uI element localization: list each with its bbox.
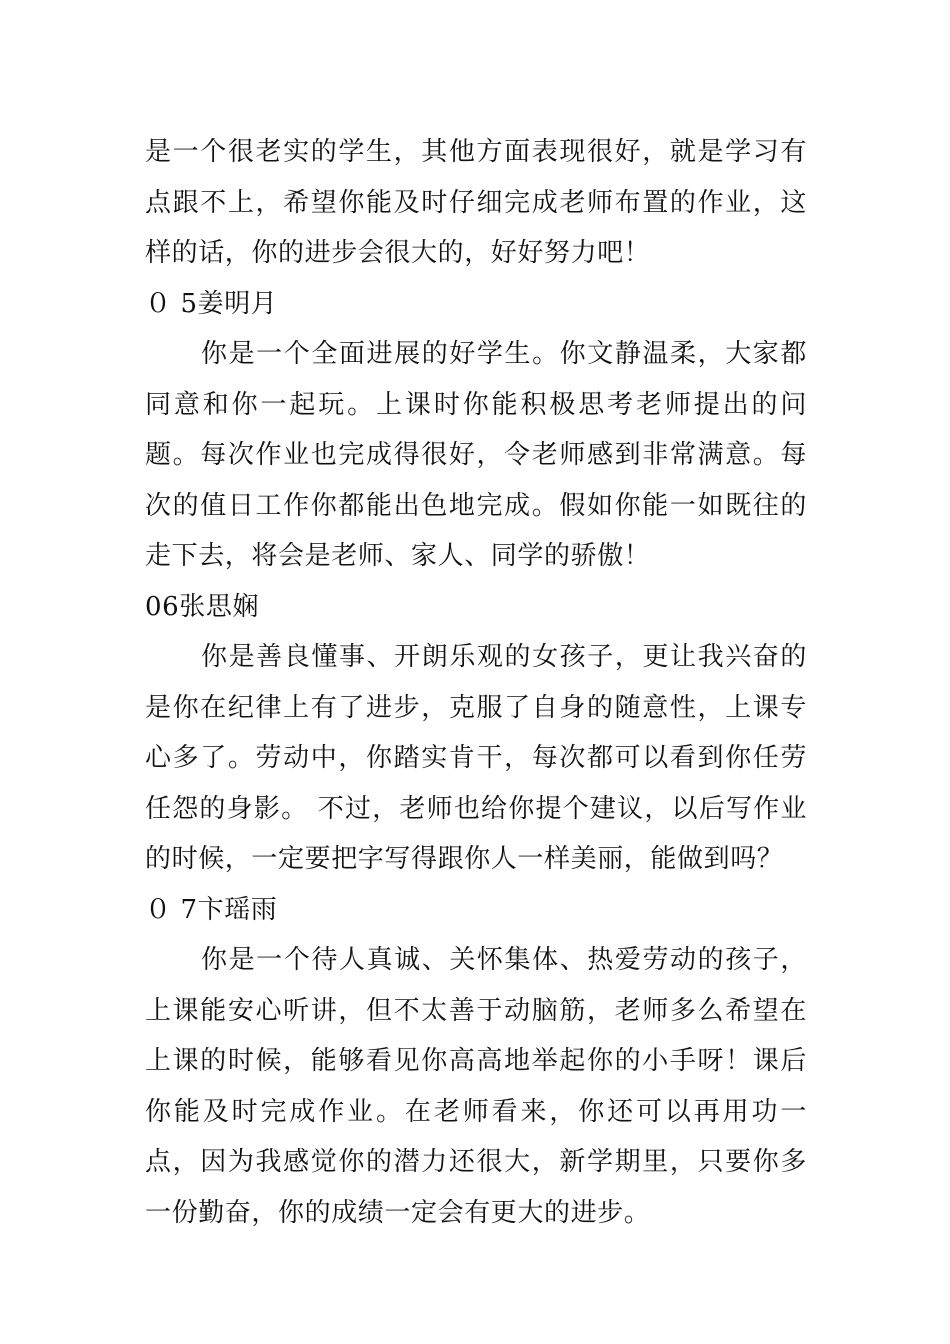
student-heading-07: ０ 7卞瑶雨 (145, 894, 278, 925)
document-body (145, 127, 807, 1238)
paragraph-comment-05: 你是一个全面进展的好学生。你文静温柔，大家都同意和你一起玩。上课时你能积极思考老师提出的问题。每次作业也完成得很好，令老师感到非常满意。每次的值日工作你都能出色地完成。假如你能一如既往的走下去，将会是老师、家人、同学的骄傲！ (145, 339, 807, 571)
paragraph-comment-07: 你是一个待人真诚、关怀集体、热爱劳动的孩子，上课能安心听讲，但不太善于动脑筋，老师多么希望在上课的时候，能够看见你高高地举起你的小手呀！课后你能及时完成作业。在老师看来，你还可以再用功一点，因为我感觉你的潜力还很大，新学期里，只要你多一份勤奋，你的成绩一定会有更大的进步。 (145, 945, 807, 1228)
paragraph-comment-06: 你是善良懂事、开朗乐观的女孩子，更让我兴奋的是你在纪律上有了进步，克服了自身的随意性，上课专心多了。劳动中，你踏实肯干，每次都可以看到你任劳任怨的身影。 不过，老师也给你提个建议，以后写作业的时候，一定要把字写得跟你人一样美丽，能做到吗？ (145, 642, 807, 874)
paragraph-continued: 是一个很老实的学生，其他方面表现很好，就是学习有点跟不上，希望你能及时仔细完成老师布置的作业，这样的话，你的进步会很大的，好好努力吧！ (145, 137, 807, 268)
student-heading-06: 06张思娴 (145, 591, 260, 622)
student-heading-05: ０ 5姜明月 (145, 288, 278, 319)
